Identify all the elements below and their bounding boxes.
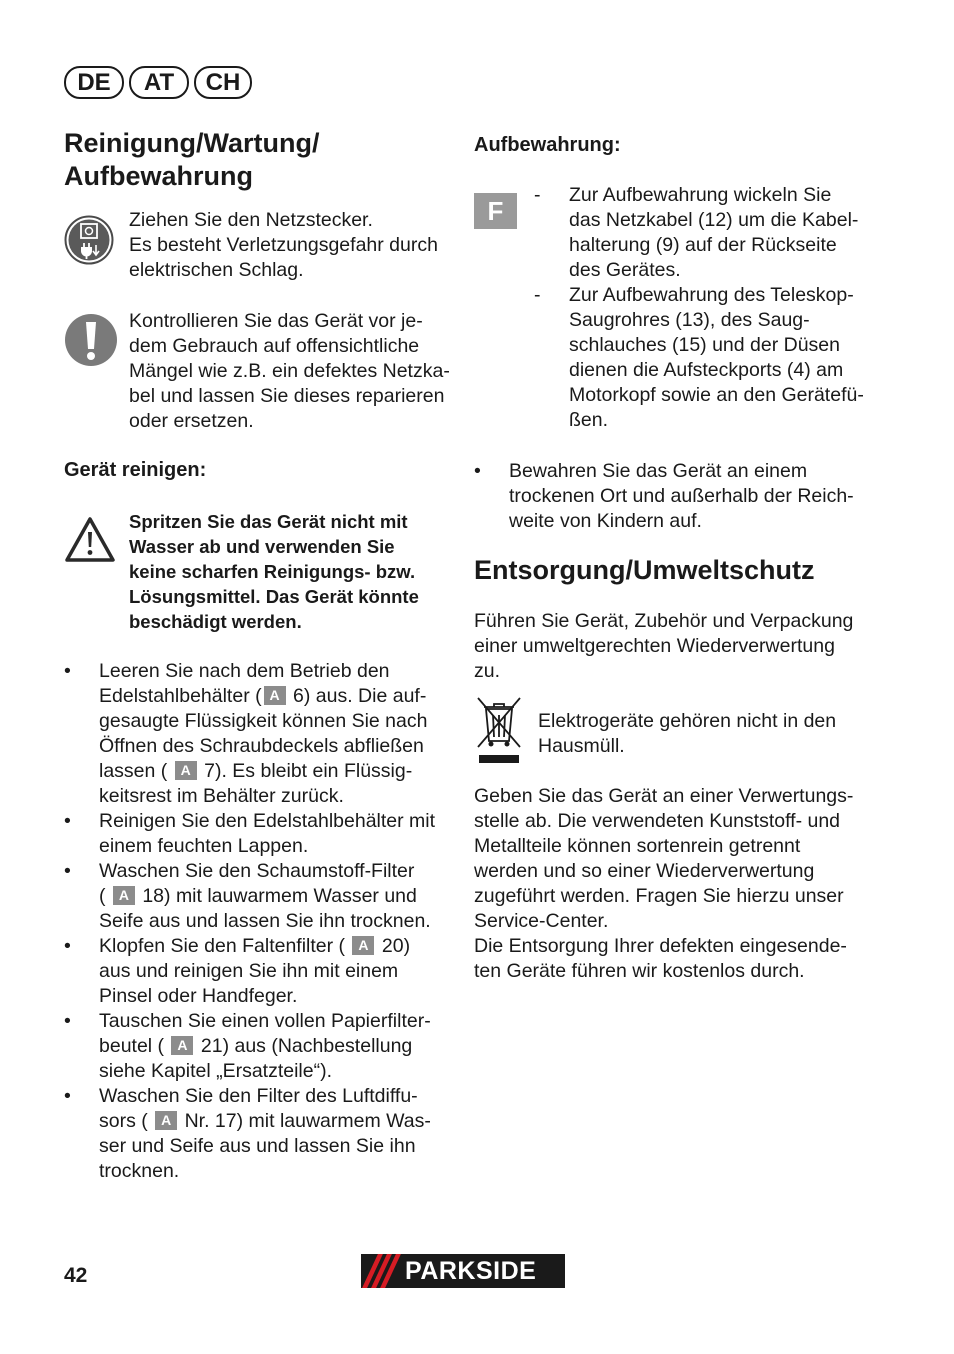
list-item xyxy=(64,659,454,809)
text-line: sors ( A Nr. 17) mit lauwarmem Was- xyxy=(99,1110,431,1132)
text-line: • Klopfen Sie den Faltenfilter ( A 20) xyxy=(99,935,411,957)
lang-badge-de: DE xyxy=(64,66,124,99)
logo-stripes xyxy=(361,1254,401,1288)
text-line: • Leeren Sie nach dem Betrieb den xyxy=(99,660,390,682)
crossed-bin-icon xyxy=(474,695,524,767)
text-line: ser und Seife aus und lassen Sie ihn xyxy=(99,1135,416,1157)
text-line: trocknen. xyxy=(99,1160,180,1182)
text-line: Edelstahlbehälter ( A 6) aus. Die auf- xyxy=(99,685,427,707)
section-title-disposal: Entsorgung/Umweltschutz xyxy=(474,555,815,585)
figure-a-badge: A xyxy=(155,1111,177,1130)
list-item xyxy=(64,859,454,934)
list-item xyxy=(64,809,454,859)
disposal-intro: Führen Sie Gerät, Zubehör und Verpackung einer umweltgerechten Wiederverwertung zu. xyxy=(474,610,854,682)
figure-a-badge: A xyxy=(264,686,286,705)
text-line: dienen die Aufsteckports (4) am xyxy=(569,359,844,381)
text-line: einem feuchten Lappen. xyxy=(99,835,309,857)
text-line: Seife aus und lassen Sie ihn trocknen. xyxy=(99,910,431,932)
storage-heading: Aufbewahrung: xyxy=(474,134,621,156)
unplug-icon xyxy=(64,214,114,266)
text-line: • Waschen Sie den Filter des Luftdiffu- xyxy=(99,1085,418,1107)
text-line: gesaugte Flüssigkeit können Sie nach xyxy=(99,710,428,732)
lang-badge-ch: CH xyxy=(194,66,252,99)
text-line: • Tauschen Sie einen vollen Papierfilter- xyxy=(99,1010,431,1032)
storage-tip-list xyxy=(474,459,874,534)
exclamation-icon xyxy=(64,313,118,367)
text-line: Saugrohres (13), des Saug- xyxy=(569,309,810,331)
cleaning-steps-list xyxy=(64,659,454,1184)
figure-f-badge: F xyxy=(474,193,517,229)
disposal-body: Geben Sie das Gerät an einer Verwertungs- stelle ab. Die verwendeten Kunststoff- und Metallteile können sortenrein getrennt werden und so einer Wiederverwertung zugeführt werden. Fragen Sie hierzu unser Service-Center. Die Entsorgung Ihrer defekten eingesende- ten Geräte führen wir kostenlos durch. xyxy=(474,785,854,982)
list-item xyxy=(534,283,864,433)
text-line: • Waschen Sie den Schaumstoff-Filter xyxy=(99,860,415,882)
warning-text: Spritzen Sie das Gerät nicht mit Wasser ab und verwenden Sie keine scharfen Reinigungs- bzw. Lösungsmittel. Das Gerät könnte beschädigt werden. xyxy=(129,511,419,632)
figure-a-badge: A xyxy=(175,761,197,780)
list-item xyxy=(64,934,454,1009)
brand-name: PARKSIDE xyxy=(405,1256,537,1285)
storage-steps-list xyxy=(534,183,864,433)
list-item xyxy=(474,459,874,534)
clean-heading: Gerät reinigen: xyxy=(64,459,207,481)
list-item xyxy=(64,1084,454,1184)
text-line: trockenen Ort und außerhalb der Reich- xyxy=(509,485,854,507)
figure-a-badge: A xyxy=(113,886,135,905)
text-line: Motorkopf sowie an den Gerätefü- xyxy=(569,384,864,406)
text-line: halterung (9) auf der Rückseite xyxy=(569,234,837,256)
text-line: das Netzkabel (12) um die Kabel- xyxy=(569,209,859,231)
text-line: - Zur Aufbewahrung des Teleskop- xyxy=(569,284,854,306)
list-item xyxy=(534,183,864,283)
text-line: ßen. xyxy=(569,409,609,431)
text-line: siehe Kapitel „Ersatzteile“). xyxy=(99,1060,333,1082)
weee-note: Elektrogeräte gehören nicht in den Hausmüll. xyxy=(538,710,837,757)
text-line: • Bewahren Sie das Gerät an einem xyxy=(509,460,808,482)
lang-badge-at: AT xyxy=(129,66,189,99)
section-title-cleaning: Reinigung/Wartung/ Aufbewahrung xyxy=(64,128,320,191)
text-line: - Zur Aufbewahrung wickeln Sie xyxy=(569,184,832,206)
unplug-note: Ziehen Sie den Netzstecker. Es besteht Verletzungsgefahr durch elektrischen Schlag. xyxy=(129,209,438,281)
text-line: Öffnen des Schraubdeckels abfließen xyxy=(99,735,424,757)
text-line: des Gerätes. xyxy=(569,259,681,281)
warning-icon xyxy=(64,516,116,564)
text-line: keitsrest im Behälter zurück. xyxy=(99,785,344,807)
parkside-logo xyxy=(361,1254,565,1288)
text-line: Pinsel oder Handfeger. xyxy=(99,985,298,1007)
text-line: weite von Kindern auf. xyxy=(509,510,702,532)
list-item xyxy=(64,1009,454,1084)
text-line: beutel ( A 21) aus (Nachbestellung xyxy=(99,1035,413,1057)
text-line: aus und reinigen Sie ihn mit einem xyxy=(99,960,399,982)
inspection-note: Kontrollieren Sie das Gerät vor je- dem Gebrauch auf offensichtliche Mängel wie z.B. ein defektes Netzka- bel und lassen Sie dieses reparieren oder ersetzen. xyxy=(129,310,450,432)
page-number: 42 xyxy=(64,1264,88,1287)
text-line: • Reinigen Sie den Edelstahlbehälter mit xyxy=(99,810,436,832)
text-line: schlauches (15) und der Düsen xyxy=(569,334,840,356)
text-line: ( A 18) mit lauwarmem Wasser und xyxy=(99,885,417,907)
figure-a-badge: A xyxy=(352,936,374,955)
text-line: lassen ( A 7). Es bleibt ein Flüssig- xyxy=(99,760,413,782)
figure-a-badge: A xyxy=(171,1036,193,1055)
